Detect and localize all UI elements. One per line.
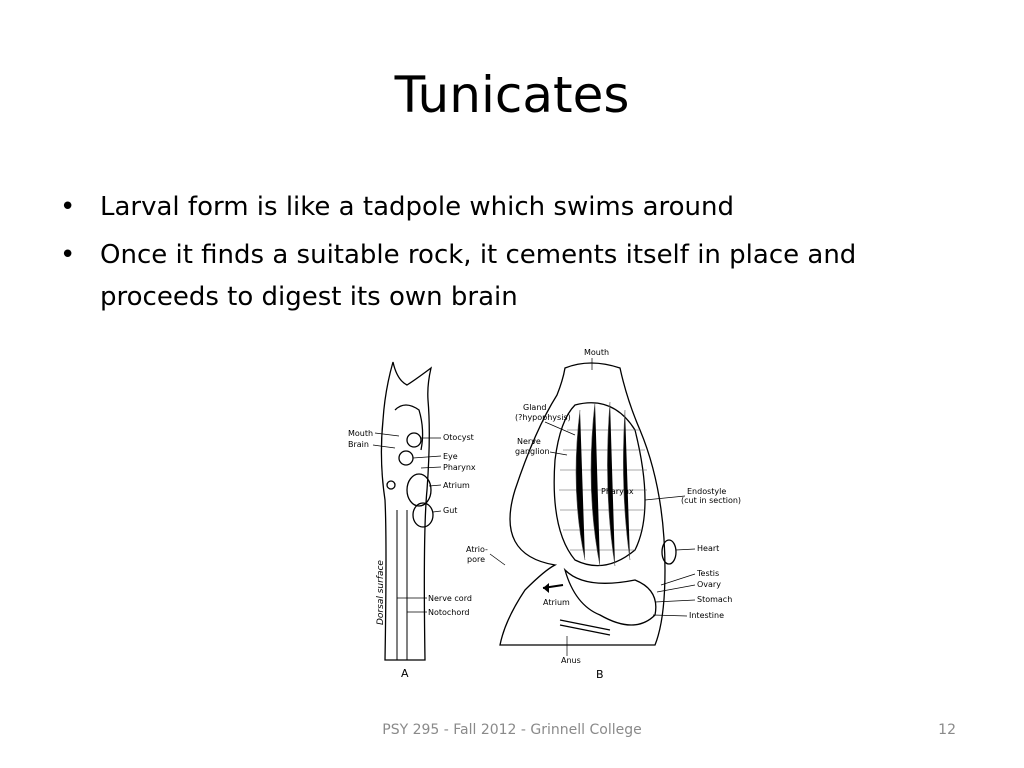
label-testis: Testis [697,569,720,578]
label-pharynx-b: Pharynx [601,487,634,496]
label-brain: Brain [348,440,369,449]
label-eye: Eye [443,452,458,461]
label-ganglion: ganglion [515,447,550,456]
bullet-dot-icon: • [60,192,76,222]
tunicate-anatomy-figure [335,340,765,690]
label-endostyle: Endostyle [687,487,727,496]
label-nerve: Nerve [517,437,541,446]
label-mouth: Mouth [348,429,374,438]
bullet-dot-icon: • [60,240,76,270]
label-gland-hypophysis: (?hypophysis) [515,413,571,422]
panel-a-labels [348,429,476,680]
label-atriopore-2: pore [467,555,486,564]
label-gut: Gut [443,506,458,515]
label-gland: Gland [523,403,547,412]
label-heart: Heart [697,544,720,553]
label-stomach: Stomach [697,595,733,604]
panel-b-caption: B [596,668,604,681]
panel-b-labels [466,348,741,681]
slide-title: Tunicates [394,66,630,124]
label-otocyst: Otocyst [443,433,474,442]
label-ovary: Ovary [697,580,721,589]
label-atrium-b: Atrium [543,598,570,607]
footer-text: PSY 295 - Fall 2012 - Grinnell College [382,722,642,738]
label-intestine: Intestine [689,611,725,620]
label-endostyle-section: (cut in section) [681,496,742,505]
bullet-item [60,234,960,318]
label-mouth-b: Mouth [584,348,610,357]
label-anus: Anus [561,656,581,665]
bullet-text: Once it finds a suitable rock, it cements itself in place and proceeds to digest its own brain [100,240,857,312]
label-atrium: Atrium [443,481,470,490]
panel-a-side-label: Dorsal surface [376,560,386,625]
page-number: 12 [938,722,956,738]
arrow-head-icon [543,583,549,593]
label-notochord: Notochord [428,608,470,617]
label-atriopore: Atrio- [466,545,488,554]
bullet-item [60,186,960,228]
bullet-text: Larval form is like a tadpole which swims around [100,192,734,222]
label-pharynx: Pharynx [443,463,476,472]
panel-a-larva-drawing [381,362,433,660]
pharynx-mesh-drawing [559,402,647,566]
panel-a-caption: A [401,667,409,680]
label-nerve-cord: Nerve cord [428,594,472,603]
bullet-list [60,186,960,324]
